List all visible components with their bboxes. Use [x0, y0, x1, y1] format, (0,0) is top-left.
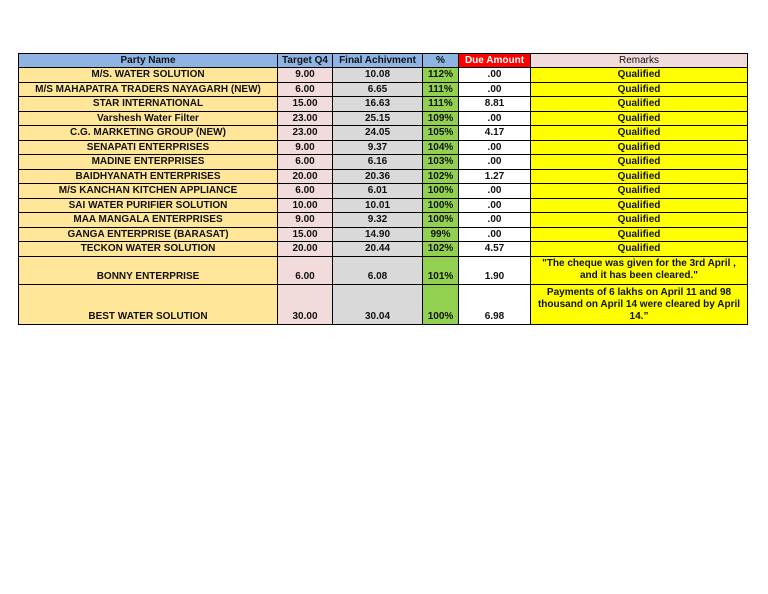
party-name-cell[interactable]: MAA MANGALA ENTERPRISES — [19, 213, 278, 228]
final-cell[interactable]: 6.01 — [333, 184, 423, 199]
due-cell[interactable]: 4.57 — [459, 242, 531, 257]
target-cell[interactable]: 6.00 — [278, 184, 333, 199]
header-party-name[interactable]: Party Name — [19, 54, 278, 68]
percent-cell[interactable]: 100% — [423, 213, 459, 228]
due-cell[interactable]: .00 — [459, 184, 531, 199]
final-cell[interactable]: 14.90 — [333, 227, 423, 242]
party-name-cell[interactable]: SAI WATER PURIFIER SOLUTION — [19, 198, 278, 213]
due-cell[interactable]: 6.98 — [459, 284, 531, 324]
final-cell[interactable]: 6.08 — [333, 256, 423, 284]
final-cell[interactable]: 20.44 — [333, 242, 423, 257]
table-row — [19, 97, 748, 112]
table-row — [19, 155, 748, 170]
table-row — [19, 213, 748, 228]
target-cell[interactable]: 20.00 — [278, 169, 333, 184]
due-cell[interactable]: .00 — [459, 68, 531, 83]
percent-cell[interactable]: 109% — [423, 111, 459, 126]
percent-cell[interactable]: 103% — [423, 155, 459, 170]
party-name-cell[interactable]: BONNY ENTERPRISE — [19, 256, 278, 284]
target-cell[interactable]: 9.00 — [278, 140, 333, 155]
due-cell[interactable]: 4.17 — [459, 126, 531, 141]
percent-cell[interactable]: 102% — [423, 169, 459, 184]
percent-cell[interactable]: 101% — [423, 256, 459, 284]
target-cell[interactable]: 30.00 — [278, 284, 333, 324]
percent-cell[interactable]: 100% — [423, 284, 459, 324]
final-cell[interactable]: 6.16 — [333, 155, 423, 170]
due-cell[interactable]: .00 — [459, 227, 531, 242]
table-row — [19, 184, 748, 199]
table-row — [19, 68, 748, 83]
header-percent[interactable]: % — [423, 54, 459, 68]
target-cell[interactable]: 15.00 — [278, 227, 333, 242]
target-cell[interactable]: 23.00 — [278, 111, 333, 126]
header-row — [19, 54, 748, 68]
final-cell[interactable]: 24.05 — [333, 126, 423, 141]
remarks-cell[interactable]: Qualified — [531, 82, 748, 97]
due-cell[interactable]: .00 — [459, 140, 531, 155]
due-cell[interactable]: 8.81 — [459, 97, 531, 112]
percent-cell[interactable]: 111% — [423, 97, 459, 112]
remarks-cell[interactable]: Qualified — [531, 155, 748, 170]
header-target-q4[interactable]: Target Q4 — [278, 54, 333, 68]
party-name-cell[interactable]: GANGA ENTERPRISE (BARASAT) — [19, 227, 278, 242]
table-row — [19, 82, 748, 97]
remarks-cell[interactable]: Qualified — [531, 184, 748, 199]
due-cell[interactable]: 1.27 — [459, 169, 531, 184]
party-name-cell[interactable]: SENAPATI ENTERPRISES — [19, 140, 278, 155]
due-cell[interactable]: .00 — [459, 111, 531, 126]
table-row — [19, 256, 748, 284]
target-cell[interactable]: 20.00 — [278, 242, 333, 257]
party-name-cell[interactable]: STAR INTERNATIONAL — [19, 97, 278, 112]
party-name-cell[interactable]: M/S MAHAPATRA TRADERS NAYAGARH (NEW) — [19, 82, 278, 97]
party-name-cell[interactable]: M/S KANCHAN KITCHEN APPLIANCE — [19, 184, 278, 199]
remarks-cell[interactable]: Qualified — [531, 227, 748, 242]
target-cell[interactable]: 6.00 — [278, 256, 333, 284]
target-cell[interactable]: 10.00 — [278, 198, 333, 213]
final-cell[interactable]: 20.36 — [333, 169, 423, 184]
percent-cell[interactable]: 102% — [423, 242, 459, 257]
percent-cell[interactable]: 100% — [423, 198, 459, 213]
table-row — [19, 169, 748, 184]
target-cell[interactable]: 6.00 — [278, 82, 333, 97]
target-cell[interactable]: 6.00 — [278, 155, 333, 170]
target-cell[interactable]: 9.00 — [278, 213, 333, 228]
final-cell[interactable]: 9.37 — [333, 140, 423, 155]
remarks-cell[interactable]: Payments of 6 lakhs on April 11 and 98 thousand on April 14 were cleared by April 14.” — [531, 284, 748, 324]
percent-cell[interactable]: 105% — [423, 126, 459, 141]
final-cell[interactable]: 10.08 — [333, 68, 423, 83]
table-row — [19, 126, 748, 141]
party-name-cell[interactable]: C.G. MARKETING GROUP (NEW) — [19, 126, 278, 141]
party-name-cell[interactable]: TECKON WATER SOLUTION — [19, 242, 278, 257]
table-row — [19, 111, 748, 126]
remarks-cell[interactable]: Qualified — [531, 169, 748, 184]
final-cell[interactable]: 6.65 — [333, 82, 423, 97]
remarks-cell[interactable]: "The cheque was given for the 3rd April , and it has been cleared." — [531, 256, 748, 284]
party-name-cell[interactable]: BEST WATER SOLUTION — [19, 284, 278, 324]
due-cell[interactable]: .00 — [459, 198, 531, 213]
remarks-cell[interactable]: Qualified — [531, 126, 748, 141]
final-cell[interactable]: 9.32 — [333, 213, 423, 228]
table-row — [19, 140, 748, 155]
remarks-cell[interactable]: Qualified — [531, 213, 748, 228]
party-name-cell[interactable]: BAIDHYANATH ENTERPRISES — [19, 169, 278, 184]
percent-cell[interactable]: 112% — [423, 68, 459, 83]
remarks-cell[interactable]: Qualified — [531, 198, 748, 213]
header-due-amount[interactable]: Due Amount — [459, 54, 531, 68]
header-remarks[interactable]: Remarks — [531, 54, 748, 68]
percent-cell[interactable]: 111% — [423, 82, 459, 97]
due-cell[interactable]: 1.90 — [459, 256, 531, 284]
party-name-cell[interactable]: MADINE ENTERPRISES — [19, 155, 278, 170]
table-row — [19, 227, 748, 242]
header-final-achivment[interactable]: Final Achivment — [333, 54, 423, 68]
target-cell[interactable]: 23.00 — [278, 126, 333, 141]
remarks-cell[interactable]: Qualified — [531, 111, 748, 126]
target-cell[interactable]: 9.00 — [278, 68, 333, 83]
due-cell[interactable]: .00 — [459, 213, 531, 228]
due-cell[interactable]: .00 — [459, 155, 531, 170]
remarks-cell[interactable]: Qualified — [531, 68, 748, 83]
remarks-cell[interactable]: Qualified — [531, 97, 748, 112]
table-row — [19, 284, 748, 324]
percent-cell[interactable]: 99% — [423, 227, 459, 242]
party-achievement-table — [18, 53, 748, 325]
final-cell[interactable]: 25.15 — [333, 111, 423, 126]
percent-cell[interactable]: 104% — [423, 140, 459, 155]
remarks-cell[interactable]: Qualified — [531, 242, 748, 257]
due-cell[interactable]: .00 — [459, 82, 531, 97]
remarks-cell[interactable]: Qualified — [531, 140, 748, 155]
table-row — [19, 198, 748, 213]
target-cell[interactable]: 15.00 — [278, 97, 333, 112]
percent-cell[interactable]: 100% — [423, 184, 459, 199]
party-name-cell[interactable]: Varshesh Water Filter — [19, 111, 278, 126]
final-cell[interactable]: 10.01 — [333, 198, 423, 213]
table-row — [19, 242, 748, 257]
party-name-cell[interactable]: M/S. WATER SOLUTION — [19, 68, 278, 83]
final-cell[interactable]: 16.63 — [333, 97, 423, 112]
final-cell[interactable]: 30.04 — [333, 284, 423, 324]
